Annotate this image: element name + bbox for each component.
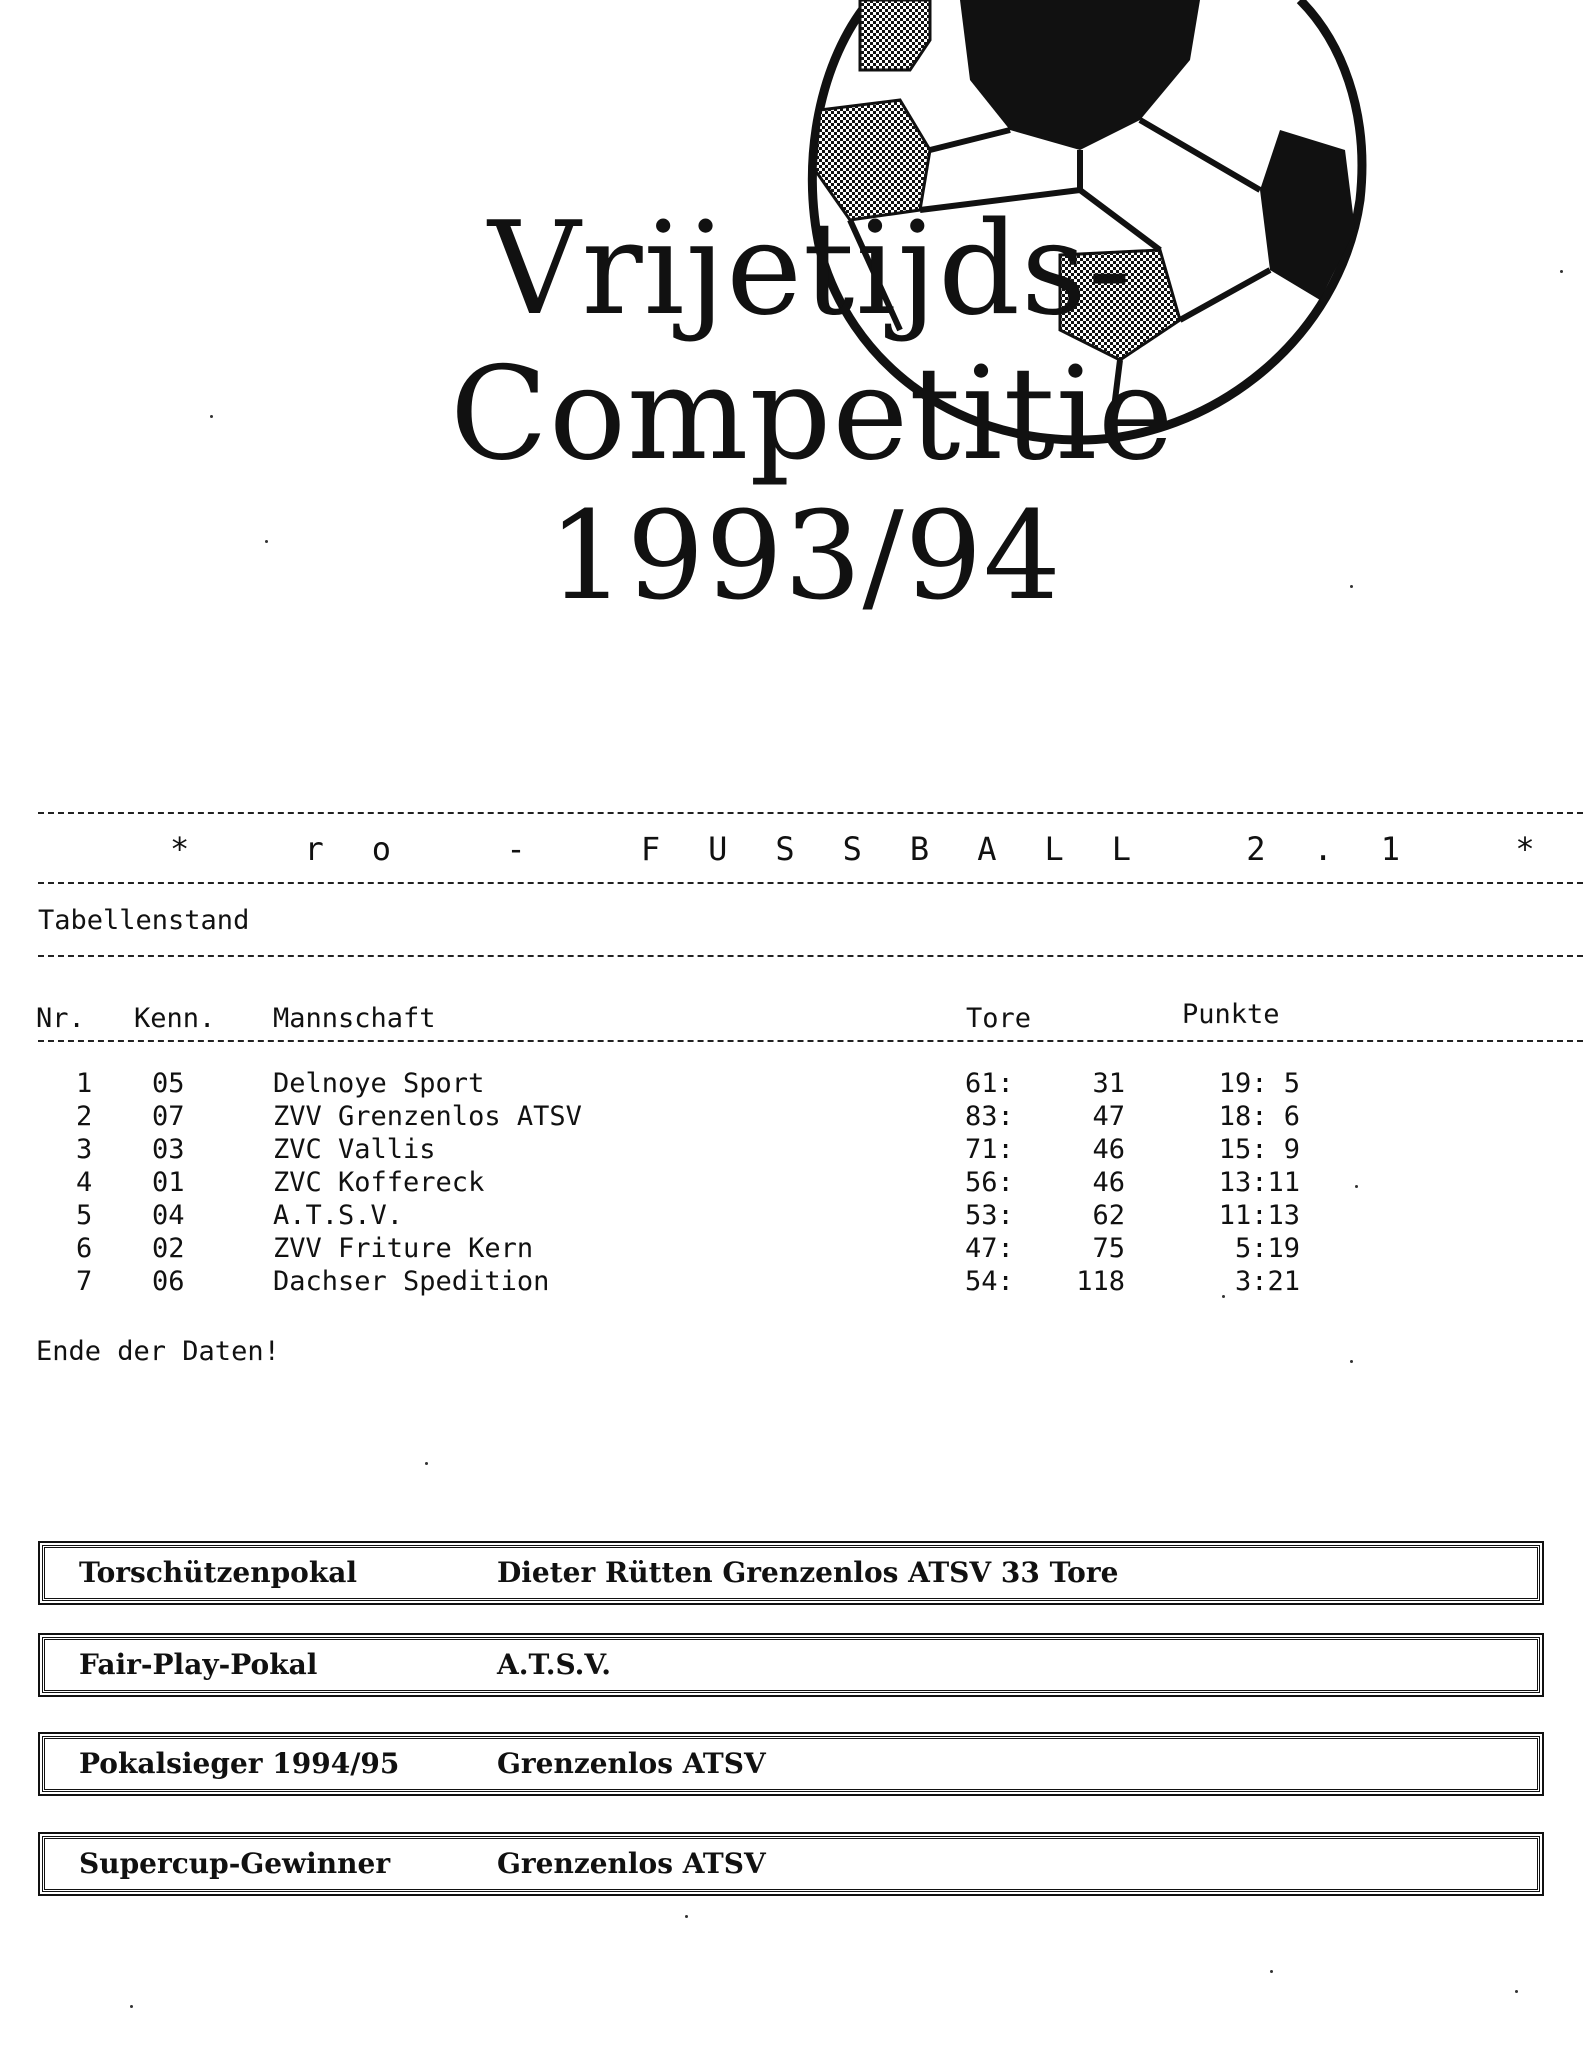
award-value: A.T.S.V. [497,1648,611,1681]
table-header [0,999,1583,1036]
award-value: Dieter Rütten Grenzenlos ATSV 33 Tore [497,1556,1119,1589]
award-box-supercup [42,1836,1540,1892]
cell-goals-for: 61: [965,1068,1014,1099]
cell-goals-for: 54: [965,1266,1014,1297]
speck [1355,1185,1358,1188]
divider [38,955,1583,957]
column-header-nr: Nr. [36,1003,85,1034]
speck [1515,1990,1518,1993]
award-box-fair-play [42,1637,1540,1693]
table-row [0,1233,1583,1266]
speck [685,1915,688,1918]
cell-points: 13:11 [1218,1167,1300,1198]
table-row [0,1068,1583,1101]
column-header-points: Punkte [1182,999,1280,1030]
cell-goals-against: 31 [1092,1068,1125,1099]
award-value: Grenzenlos ATSV [497,1747,766,1780]
cell-team: A.T.S.V. [273,1200,404,1231]
award-label: Supercup-Gewinner [79,1847,391,1880]
cell-kenn: 02 [152,1233,185,1264]
table-row [0,1167,1583,1200]
cell-goals-for: 56: [965,1167,1014,1198]
cell-points: 11:13 [1218,1200,1300,1231]
speck [1350,1360,1353,1363]
cell-nr: 5 [76,1200,93,1231]
speck [1222,1295,1225,1298]
cell-team: ZVC Vallis [273,1134,436,1165]
award-value: Grenzenlos ATSV [497,1847,766,1880]
cell-goals-against: 62 [1092,1200,1125,1231]
speck [210,415,213,418]
cell-kenn: 01 [152,1167,185,1198]
table-row [0,1134,1583,1167]
divider [38,882,1583,884]
speck [1560,270,1563,273]
speck [265,540,268,543]
column-header-kenn: Kenn. [134,1003,216,1034]
award-label: Torschützenpokal [79,1556,358,1589]
cell-nr: 4 [76,1167,93,1198]
program-banner: * ro - FUSSBALL 2.1 * [170,830,1583,868]
cell-nr: 1 [76,1068,93,1099]
title-line-1: Vrijetijds- [488,195,1132,344]
cell-points: 3:21 [1234,1266,1300,1297]
cell-team: Dachser Spedition [273,1266,550,1297]
award-label: Pokalsieger 1994/95 [79,1747,400,1780]
cell-nr: 3 [76,1134,93,1165]
speck [1270,1970,1273,1973]
column-header-goals: Tore [966,1003,1032,1034]
speck [1350,585,1353,588]
section-title: Tabellenstand [38,905,250,936]
cell-goals-for: 53: [965,1200,1014,1231]
cell-goals-against: 46 [1092,1134,1125,1165]
divider [38,812,1583,814]
award-box-top-scorer [42,1545,1540,1601]
cell-goals-for: 71: [965,1134,1014,1165]
cell-goals-against: 118 [1076,1266,1125,1297]
speck [425,1462,428,1465]
cell-nr: 2 [76,1101,93,1132]
cell-goals-for: 83: [965,1101,1014,1132]
cell-team: ZVC Koffereck [273,1167,485,1198]
divider [38,1040,1583,1042]
title-line-3: 1993/94 [548,485,1062,627]
cell-kenn: 03 [152,1134,185,1165]
cell-kenn: 06 [152,1266,185,1297]
cell-points: 15: 9 [1218,1134,1300,1165]
table-row [0,1266,1583,1299]
award-label: Fair-Play-Pokal [79,1648,318,1681]
cell-kenn: 05 [152,1068,185,1099]
speck [130,2005,133,2008]
award-box-cup-winner [42,1736,1540,1792]
cell-points: 18: 6 [1218,1101,1300,1132]
cell-kenn: 07 [152,1101,185,1132]
cell-nr: 7 [76,1266,93,1297]
title-line-2: Competitie [450,340,1175,489]
cell-team: ZVV Friture Kern [273,1233,534,1264]
cell-goals-against: 75 [1092,1233,1125,1264]
cell-goals-for: 47: [965,1233,1014,1264]
cell-points: 5:19 [1234,1233,1300,1264]
end-of-data-text: Ende der Daten! [36,1336,280,1367]
cell-goals-against: 47 [1092,1101,1125,1132]
cell-goals-against: 46 [1092,1167,1125,1198]
cell-team: Delnoye Sport [273,1068,485,1099]
table-row [0,1200,1583,1233]
cell-nr: 6 [76,1233,93,1264]
cell-kenn: 04 [152,1200,185,1231]
column-header-team: Mannschaft [273,1003,436,1034]
cell-points: 19: 5 [1218,1068,1300,1099]
table-row [0,1101,1583,1134]
cell-team: ZVV Grenzenlos ATSV [273,1101,582,1132]
